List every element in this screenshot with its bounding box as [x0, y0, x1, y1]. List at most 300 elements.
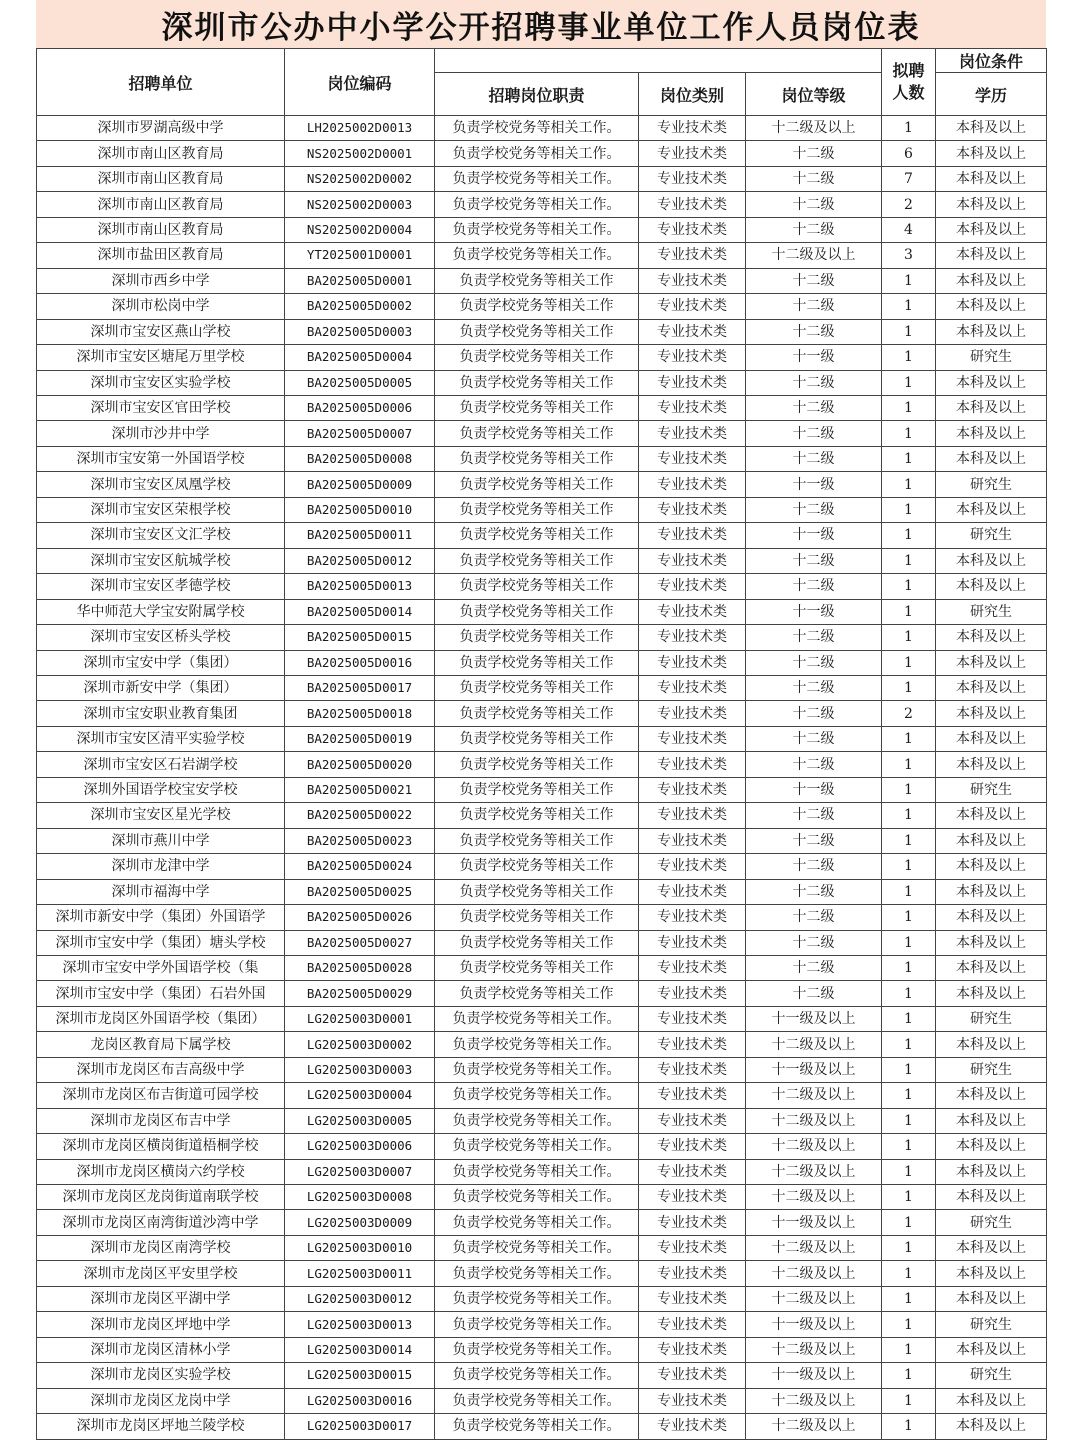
- table-row: [37, 116, 1047, 141]
- cell-code: NS2025002D0003: [285, 192, 435, 217]
- cell-category: 专业技术类: [639, 243, 746, 268]
- cell-duty: 负责学校党务等相关工作: [435, 446, 639, 471]
- cell-unit: 深圳市宝安区塘尾万里学校: [37, 345, 285, 370]
- cell-code: LG2025003D0015: [285, 1363, 435, 1388]
- cell-grade: 十一级: [746, 523, 882, 548]
- cell-count: 1: [882, 497, 936, 522]
- cell-category: 专业技术类: [639, 548, 746, 573]
- cell-unit: 深圳市宝安区官田学校: [37, 395, 285, 420]
- cell-code: LG2025003D0007: [285, 1159, 435, 1184]
- cell-unit: 深圳市龙岗区清林小学: [37, 1337, 285, 1362]
- cell-code: LG2025003D0010: [285, 1235, 435, 1260]
- cell-code: LG2025003D0001: [285, 1006, 435, 1031]
- cell-unit: 深圳市宝安区孝德学校: [37, 574, 285, 599]
- cell-unit: 深圳市宝安中学（集团）塘头学校: [37, 930, 285, 955]
- table-row: [37, 497, 1047, 522]
- cell-education: 本科及以上: [936, 1083, 1047, 1108]
- cell-code: LG2025003D0011: [285, 1261, 435, 1286]
- table-row: [37, 1286, 1047, 1311]
- cell-count: 1: [882, 803, 936, 828]
- cell-code: BA2025005D0008: [285, 446, 435, 471]
- cell-duty: 负责学校党务等相关工作。: [435, 1388, 639, 1413]
- cell-code: BA2025005D0021: [285, 777, 435, 802]
- cell-count: 6: [882, 141, 936, 166]
- cell-category: 专业技术类: [639, 370, 746, 395]
- cell-grade: 十二级: [746, 141, 882, 166]
- cell-count: 1: [882, 650, 936, 675]
- cell-category: 专业技术类: [639, 1083, 746, 1108]
- cell-code: LG2025003D0006: [285, 1134, 435, 1159]
- cell-grade: 十二级及以上: [746, 1286, 882, 1311]
- cell-unit: 深圳外国语学校宝安学校: [37, 777, 285, 802]
- cell-count: 1: [882, 981, 936, 1006]
- cell-code: LG2025003D0004: [285, 1083, 435, 1108]
- cell-count: 1: [882, 1006, 936, 1031]
- cell-unit: 深圳市燕川中学: [37, 828, 285, 853]
- cell-unit: 深圳市西乡中学: [37, 268, 285, 293]
- cell-grade: 十一级: [746, 345, 882, 370]
- cell-education: 研究生: [936, 1006, 1047, 1031]
- cell-education: 研究生: [936, 345, 1047, 370]
- cell-category: 专业技术类: [639, 1108, 746, 1133]
- cell-code: LG2025003D0008: [285, 1185, 435, 1210]
- cell-count: 1: [882, 599, 936, 624]
- cell-grade: 十二级及以上: [746, 1414, 882, 1439]
- header-code: 岗位编码: [285, 49, 435, 116]
- cell-count: 1: [882, 574, 936, 599]
- cell-unit: 深圳市龙岗区坪地中学: [37, 1312, 285, 1337]
- cell-unit: 深圳市宝安区航城学校: [37, 548, 285, 573]
- cell-duty: 负责学校党务等相关工作: [435, 472, 639, 497]
- table-row: [37, 421, 1047, 446]
- cell-count: 1: [882, 294, 936, 319]
- cell-code: BA2025005D0023: [285, 828, 435, 853]
- cell-grade: 十二级: [746, 548, 882, 573]
- cell-education: 本科及以上: [936, 1185, 1047, 1210]
- cell-count: 1: [882, 1134, 936, 1159]
- cell-count: 1: [882, 1312, 936, 1337]
- cell-unit: 深圳市龙岗区南湾街道沙湾中学: [37, 1210, 285, 1235]
- cell-unit: 深圳市松岗中学: [37, 294, 285, 319]
- cell-count: 1: [882, 421, 936, 446]
- cell-duty: 负责学校党务等相关工作。: [435, 1286, 639, 1311]
- cell-education: 研究生: [936, 1312, 1047, 1337]
- cell-count: 1: [882, 1261, 936, 1286]
- cell-duty: 负责学校党务等相关工作: [435, 879, 639, 904]
- cell-duty: 负责学校党务等相关工作。: [435, 166, 639, 191]
- cell-education: 本科及以上: [936, 1261, 1047, 1286]
- table-row: [37, 141, 1047, 166]
- cell-education: 本科及以上: [936, 217, 1047, 242]
- table-row: [37, 955, 1047, 980]
- table-row: [37, 828, 1047, 853]
- cell-education: 本科及以上: [936, 268, 1047, 293]
- cell-code: LG2025003D0016: [285, 1388, 435, 1413]
- table-row: [37, 1159, 1047, 1184]
- cell-duty: 负责学校党务等相关工作: [435, 599, 639, 624]
- cell-duty: 负责学校党务等相关工作。: [435, 243, 639, 268]
- cell-education: 本科及以上: [936, 1235, 1047, 1260]
- cell-count: 1: [882, 1057, 936, 1082]
- cell-grade: 十二级: [746, 395, 882, 420]
- cell-unit: 深圳市南山区教育局: [37, 141, 285, 166]
- cell-grade: 十二级: [746, 701, 882, 726]
- cell-code: LG2025003D0003: [285, 1057, 435, 1082]
- cell-education: 本科及以上: [936, 803, 1047, 828]
- header-count: [882, 49, 936, 116]
- cell-code: BA2025005D0018: [285, 701, 435, 726]
- cell-category: 专业技术类: [639, 1159, 746, 1184]
- table-row: [37, 1210, 1047, 1235]
- cell-grade: 十二级: [746, 803, 882, 828]
- cell-grade: 十一级及以上: [746, 1210, 882, 1235]
- cell-education: 本科及以上: [936, 1286, 1047, 1311]
- cell-duty: 负责学校党务等相关工作: [435, 675, 639, 700]
- cell-education: 本科及以上: [936, 243, 1047, 268]
- cell-duty: 负责学校党务等相关工作: [435, 777, 639, 802]
- cell-count: 1: [882, 1032, 936, 1057]
- header-category: 岗位类别: [639, 73, 746, 116]
- cell-category: 专业技术类: [639, 217, 746, 242]
- cell-duty: 负责学校党务等相关工作: [435, 752, 639, 777]
- cell-category: 专业技术类: [639, 395, 746, 420]
- cell-grade: 十二级及以上: [746, 1032, 882, 1057]
- cell-education: 本科及以上: [936, 192, 1047, 217]
- cell-duty: 负责学校党务等相关工作。: [435, 1414, 639, 1439]
- cell-grade: 十一级及以上: [746, 1312, 882, 1337]
- table-row: [37, 1057, 1047, 1082]
- cell-duty: 负责学校党务等相关工作: [435, 345, 639, 370]
- table-row: [37, 803, 1047, 828]
- cell-category: 专业技术类: [639, 1337, 746, 1362]
- cell-unit: 深圳市沙井中学: [37, 421, 285, 446]
- cell-code: LH2025002D0013: [285, 116, 435, 141]
- cell-category: 专业技术类: [639, 319, 746, 344]
- cell-category: 专业技术类: [639, 701, 746, 726]
- cell-category: 专业技术类: [639, 599, 746, 624]
- cell-unit: 深圳市宝安区凤凰学校: [37, 472, 285, 497]
- cell-count: 1: [882, 1337, 936, 1362]
- cell-education: 本科及以上: [936, 726, 1047, 751]
- cell-category: 专业技术类: [639, 1388, 746, 1413]
- cell-category: 专业技术类: [639, 192, 746, 217]
- cell-unit: 深圳市龙岗区平安里学校: [37, 1261, 285, 1286]
- cell-duty: 负责学校党务等相关工作。: [435, 1057, 639, 1082]
- cell-education: 本科及以上: [936, 1159, 1047, 1184]
- cell-grade: 十二级及以上: [746, 243, 882, 268]
- cell-education: 本科及以上: [936, 166, 1047, 191]
- cell-code: BA2025005D0016: [285, 650, 435, 675]
- cell-category: 专业技术类: [639, 1414, 746, 1439]
- cell-code: BA2025005D0019: [285, 726, 435, 751]
- cell-duty: 负责学校党务等相关工作: [435, 268, 639, 293]
- cell-unit: 深圳市龙岗区实验学校: [37, 1363, 285, 1388]
- cell-category: 专业技术类: [639, 726, 746, 751]
- cell-education: 研究生: [936, 777, 1047, 802]
- cell-code: BA2025005D0017: [285, 675, 435, 700]
- cell-code: LG2025003D0013: [285, 1312, 435, 1337]
- cell-category: 专业技术类: [639, 116, 746, 141]
- cell-category: 专业技术类: [639, 574, 746, 599]
- cell-code: BA2025005D0006: [285, 395, 435, 420]
- cell-category: 专业技术类: [639, 497, 746, 522]
- cell-count: 1: [882, 1363, 936, 1388]
- cell-grade: 十二级: [746, 625, 882, 650]
- cell-grade: 十二级及以上: [746, 1083, 882, 1108]
- table-row: [37, 345, 1047, 370]
- cell-category: 专业技术类: [639, 777, 746, 802]
- cell-duty: 负责学校党务等相关工作。: [435, 1235, 639, 1260]
- cell-grade: 十二级及以上: [746, 1108, 882, 1133]
- table-row: [37, 294, 1047, 319]
- cell-education: 本科及以上: [936, 955, 1047, 980]
- cell-count: 1: [882, 548, 936, 573]
- cell-grade: 十一级: [746, 472, 882, 497]
- table-row: [37, 1185, 1047, 1210]
- cell-category: 专业技术类: [639, 268, 746, 293]
- header-education: 学历: [936, 73, 1047, 116]
- table-row: [37, 726, 1047, 751]
- cell-duty: 负责学校党务等相关工作: [435, 828, 639, 853]
- cell-duty: 负责学校党务等相关工作。: [435, 1108, 639, 1133]
- cell-code: BA2025005D0022: [285, 803, 435, 828]
- cell-education: 研究生: [936, 1210, 1047, 1235]
- table-row: [37, 752, 1047, 777]
- cell-count: 7: [882, 166, 936, 191]
- cell-code: BA2025005D0004: [285, 345, 435, 370]
- cell-grade: 十二级: [746, 828, 882, 853]
- cell-count: 1: [882, 752, 936, 777]
- table-row: [37, 599, 1047, 624]
- table-row: [37, 854, 1047, 879]
- cell-duty: 负责学校党务等相关工作: [435, 726, 639, 751]
- cell-duty: 负责学校党务等相关工作。: [435, 116, 639, 141]
- cell-duty: 负责学校党务等相关工作: [435, 548, 639, 573]
- cell-duty: 负责学校党务等相关工作: [435, 574, 639, 599]
- cell-duty: 负责学校党务等相关工作: [435, 701, 639, 726]
- cell-unit: 深圳市宝安区荣根学校: [37, 497, 285, 522]
- cell-grade: 十二级: [746, 446, 882, 471]
- cell-duty: 负责学校党务等相关工作。: [435, 1006, 639, 1031]
- header-blank: [435, 49, 882, 73]
- cell-duty: 负责学校党务等相关工作: [435, 370, 639, 395]
- cell-code: BA2025005D0012: [285, 548, 435, 573]
- cell-category: 专业技术类: [639, 472, 746, 497]
- cell-education: 本科及以上: [936, 701, 1047, 726]
- header-unit: 招聘单位: [37, 49, 285, 116]
- cell-category: 专业技术类: [639, 854, 746, 879]
- cell-grade: 十一级及以上: [746, 1057, 882, 1082]
- cell-count: 1: [882, 1108, 936, 1133]
- cell-code: NS2025002D0002: [285, 166, 435, 191]
- cell-category: 专业技术类: [639, 828, 746, 853]
- cell-grade: 十二级及以上: [746, 116, 882, 141]
- cell-code: NS2025002D0001: [285, 141, 435, 166]
- cell-count: 1: [882, 268, 936, 293]
- table-row: [37, 446, 1047, 471]
- cell-grade: 十二级: [746, 268, 882, 293]
- cell-duty: 负责学校党务等相关工作: [435, 625, 639, 650]
- cell-unit: 深圳市宝安中学（集团）: [37, 650, 285, 675]
- table-row: [37, 523, 1047, 548]
- cell-unit: 深圳市南山区教育局: [37, 166, 285, 191]
- table-row: [37, 1414, 1047, 1439]
- cell-category: 专业技术类: [639, 930, 746, 955]
- cell-education: 本科及以上: [936, 752, 1047, 777]
- table-row: [37, 1108, 1047, 1133]
- table-row: [37, 1261, 1047, 1286]
- table-row: [37, 1388, 1047, 1413]
- cell-code: BA2025005D0001: [285, 268, 435, 293]
- table-row: [37, 217, 1047, 242]
- header-grade: 岗位等级: [746, 73, 882, 116]
- cell-count: 1: [882, 1083, 936, 1108]
- cell-category: 专业技术类: [639, 1032, 746, 1057]
- cell-count: 1: [882, 1185, 936, 1210]
- cell-count: 1: [882, 854, 936, 879]
- cell-education: 本科及以上: [936, 421, 1047, 446]
- cell-category: 专业技术类: [639, 1363, 746, 1388]
- cell-grade: 十一级: [746, 777, 882, 802]
- table-row: [37, 166, 1047, 191]
- cell-grade: 十一级及以上: [746, 1006, 882, 1031]
- cell-code: LG2025003D0014: [285, 1337, 435, 1362]
- cell-count: 1: [882, 345, 936, 370]
- cell-education: 研究生: [936, 599, 1047, 624]
- cell-unit: 深圳市龙岗区布吉高级中学: [37, 1057, 285, 1082]
- cell-education: 本科及以上: [936, 1032, 1047, 1057]
- cell-code: LG2025003D0009: [285, 1210, 435, 1235]
- cell-unit: 深圳市宝安区星光学校: [37, 803, 285, 828]
- header-conditions: 岗位条件: [936, 49, 1047, 73]
- cell-duty: 负责学校党务等相关工作: [435, 854, 639, 879]
- cell-grade: 十二级: [746, 981, 882, 1006]
- cell-duty: 负责学校党务等相关工作: [435, 421, 639, 446]
- cell-duty: 负责学校党务等相关工作。: [435, 1312, 639, 1337]
- cell-category: 专业技术类: [639, 141, 746, 166]
- cell-count: 1: [882, 1388, 936, 1413]
- cell-unit: 深圳市宝安中学（集团）石岩外国: [37, 981, 285, 1006]
- cell-education: 研究生: [936, 472, 1047, 497]
- cell-grade: 十二级: [746, 854, 882, 879]
- table-row: [37, 1235, 1047, 1260]
- cell-education: 本科及以上: [936, 879, 1047, 904]
- cell-grade: 十二级及以上: [746, 1337, 882, 1362]
- cell-grade: 十二级及以上: [746, 1185, 882, 1210]
- cell-count: 1: [882, 370, 936, 395]
- cell-education: 本科及以上: [936, 370, 1047, 395]
- cell-code: BA2025005D0014: [285, 599, 435, 624]
- cell-count: 2: [882, 701, 936, 726]
- cell-duty: 负责学校党务等相关工作。: [435, 217, 639, 242]
- table-row: [37, 192, 1047, 217]
- cell-count: 1: [882, 930, 936, 955]
- cell-unit: 深圳市宝安第一外国语学校: [37, 446, 285, 471]
- cell-unit: 深圳市宝安区燕山学校: [37, 319, 285, 344]
- cell-count: 1: [882, 777, 936, 802]
- table-row: [37, 574, 1047, 599]
- table-row: [37, 981, 1047, 1006]
- cell-code: BA2025005D0009: [285, 472, 435, 497]
- table-row: [37, 1032, 1047, 1057]
- cell-category: 专业技术类: [639, 955, 746, 980]
- cell-education: 研究生: [936, 1057, 1047, 1082]
- table-row: [37, 675, 1047, 700]
- cell-unit: 深圳市龙岗区外国语学校（集团）: [37, 1006, 285, 1031]
- cell-count: 1: [882, 955, 936, 980]
- cell-education: 本科及以上: [936, 395, 1047, 420]
- cell-unit: 深圳市福海中学: [37, 879, 285, 904]
- cell-category: 专业技术类: [639, 650, 746, 675]
- cell-unit: 深圳市罗湖高级中学: [37, 116, 285, 141]
- cell-grade: 十二级: [746, 192, 882, 217]
- cell-education: 研究生: [936, 523, 1047, 548]
- cell-grade: 十二级: [746, 421, 882, 446]
- table-row: [37, 548, 1047, 573]
- cell-code: BA2025005D0002: [285, 294, 435, 319]
- cell-duty: 负责学校党务等相关工作: [435, 650, 639, 675]
- cell-code: BA2025005D0011: [285, 523, 435, 548]
- cell-grade: 十二级: [746, 675, 882, 700]
- cell-code: BA2025005D0005: [285, 370, 435, 395]
- cell-unit: 深圳市南山区教育局: [37, 192, 285, 217]
- cell-category: 专业技术类: [639, 1210, 746, 1235]
- cell-education: 本科及以上: [936, 905, 1047, 930]
- cell-count: 1: [882, 319, 936, 344]
- cell-count: 1: [882, 523, 936, 548]
- cell-education: 本科及以上: [936, 116, 1047, 141]
- cell-duty: 负责学校党务等相关工作: [435, 905, 639, 930]
- cell-unit: 深圳市宝安区文汇学校: [37, 523, 285, 548]
- cell-grade: 十二级及以上: [746, 1134, 882, 1159]
- cell-education: 本科及以上: [936, 319, 1047, 344]
- cell-grade: 十二级及以上: [746, 1261, 882, 1286]
- cell-education: 本科及以上: [936, 141, 1047, 166]
- cell-duty: 负责学校党务等相关工作: [435, 497, 639, 522]
- table-row: [37, 243, 1047, 268]
- cell-duty: 负责学校党务等相关工作。: [435, 1210, 639, 1235]
- table-row: [37, 395, 1047, 420]
- cell-category: 专业技术类: [639, 294, 746, 319]
- cell-grade: 十二级及以上: [746, 1159, 882, 1184]
- page-title: 深圳市公办中小学公开招聘事业单位工作人员岗位表: [161, 9, 921, 46]
- header-row-1: [37, 49, 1047, 73]
- cell-unit: 深圳市宝安区实验学校: [37, 370, 285, 395]
- cell-grade: 十二级: [746, 879, 882, 904]
- cell-grade: 十二级及以上: [746, 1388, 882, 1413]
- cell-unit: 深圳市龙岗区坪地兰陵学校: [37, 1414, 285, 1439]
- cell-education: 本科及以上: [936, 981, 1047, 1006]
- cell-unit: 深圳市龙岗区龙岗街道南联学校: [37, 1185, 285, 1210]
- cell-category: 专业技术类: [639, 1286, 746, 1311]
- cell-count: 1: [882, 625, 936, 650]
- cell-category: 专业技术类: [639, 625, 746, 650]
- cell-count: 1: [882, 905, 936, 930]
- cell-education: 本科及以上: [936, 294, 1047, 319]
- cell-category: 专业技术类: [639, 421, 746, 446]
- table-row: [37, 1363, 1047, 1388]
- cell-duty: 负责学校党务等相关工作。: [435, 192, 639, 217]
- table-row: [37, 650, 1047, 675]
- cell-unit: 深圳市龙岗区龙岗中学: [37, 1388, 285, 1413]
- cell-category: 专业技术类: [639, 803, 746, 828]
- positions-table: [36, 48, 1047, 1440]
- cell-duty: 负责学校党务等相关工作。: [435, 1363, 639, 1388]
- cell-count: 1: [882, 879, 936, 904]
- cell-education: 本科及以上: [936, 497, 1047, 522]
- cell-education: 本科及以上: [936, 1108, 1047, 1133]
- cell-duty: 负责学校党务等相关工作。: [435, 1185, 639, 1210]
